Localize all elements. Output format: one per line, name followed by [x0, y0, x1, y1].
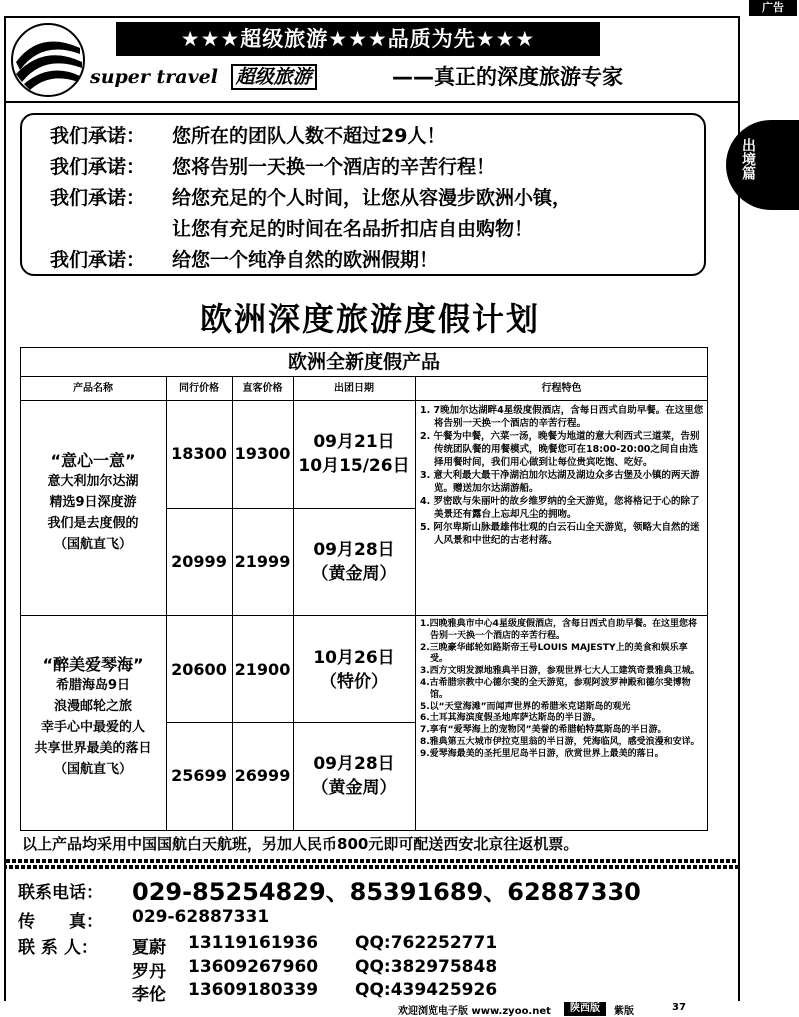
- contact-qq: QQ:382975848: [355, 957, 498, 977]
- promise-text: 让您有充足的时间在名品折扣店自由购物！: [172, 218, 534, 240]
- product-title: “意心一意”: [50, 451, 136, 470]
- product-line: 意大利加尔达湖: [47, 474, 139, 489]
- footer-edition-badge: 陕西版: [564, 1002, 606, 1016]
- contact-mobile: 13609180339: [188, 980, 319, 1000]
- feature-item: 2.三晚豪华邮轮如路斯帝王号LOUIS MAJESTY上的美食和娱乐享受。: [420, 642, 688, 665]
- main-title: 欧洲深度旅游度假计划: [199, 300, 540, 338]
- date-line: 10月26日: [313, 648, 395, 668]
- product-line: 希腊海岛9日: [55, 678, 131, 693]
- feature-item: 3. 意大利最大最干净湖泊加尔达湖及湖边众多古堡及小镇的两天游览。赠送加尔达湖游船。: [420, 470, 700, 494]
- product-line: 精选9日深度游: [49, 495, 137, 510]
- promise-line: [50, 183, 571, 210]
- ad-tag: 广告: [749, 0, 797, 16]
- feature-item: 9.爱琴海最美的圣托里尼岛半日游，欣赏世界上最美的落日。: [420, 748, 664, 759]
- departure-date: [293, 538, 415, 586]
- feature-item: 4.古希腊宗教中心德尔斐的全天游览，参观阿波罗神殿和德尔斐博物馆。: [420, 677, 691, 700]
- footer-welcome[interactable]: 欢迎浏览电子版 www.zyoo.net: [398, 1006, 551, 1017]
- peer-price: 25699: [171, 766, 227, 785]
- date-line: 09月28日: [313, 754, 395, 774]
- person-label: 联 系 人：: [18, 938, 98, 958]
- promise-text: 给您一个纯净自然的欧洲假期！: [172, 249, 439, 271]
- col-header-product: 产品名称: [73, 383, 113, 394]
- promise-box: [20, 113, 706, 276]
- direct-price: 19300: [234, 444, 291, 463]
- contact-name: 李伦: [132, 985, 166, 1005]
- col-header-direct-price: 直客价格: [242, 383, 283, 394]
- fax-label: 传 真：: [18, 912, 103, 932]
- date-line: （黄金周）: [311, 564, 397, 584]
- feature-item: 4. 罗密欧与朱丽叶的故乡维罗纳的全天游览，您将格记于心的除了美景还有露台上忘却凡尘的拥吻。: [420, 496, 700, 520]
- dotted-divider: [4, 858, 740, 870]
- header-tagline: ——真正的深度旅游专家: [392, 65, 623, 89]
- direct-price: 21999: [234, 552, 291, 571]
- promise-key: 我们承诺：: [50, 187, 146, 209]
- product-line: 共享世界最美的落日: [34, 741, 152, 756]
- product-line: 幸手心中最爱的人: [40, 720, 145, 735]
- footer-edition: 紫版: [614, 1006, 634, 1017]
- phone-value: 029-85254829、85391689、62887330: [132, 878, 641, 906]
- direct-price: 26999: [234, 766, 291, 785]
- table-row-divider: [166, 722, 415, 723]
- date-line: 09月28日: [313, 540, 395, 560]
- header-banner: ★★★超级旅游★★★品质为先★★★: [116, 22, 600, 56]
- header-divider: [4, 101, 740, 103]
- page-number: 37: [672, 1002, 686, 1013]
- product-title: “醉美爱琴海”: [42, 655, 144, 674]
- peer-price: 20999: [171, 552, 227, 571]
- table-header-rule: [20, 400, 708, 401]
- product-line: 我们是去度假的: [47, 516, 139, 531]
- contact-name: 罗丹: [132, 962, 166, 982]
- feature-item: 1.四晚雅典市中心4星级度假酒店，含每日西式自助早餐。在这里您将告别一天换一个酒店的辛苦行程。: [420, 619, 697, 641]
- col-header-date: 出团日期: [334, 383, 374, 394]
- promise-line: [50, 152, 495, 179]
- table-row-divider: [166, 508, 415, 509]
- promise-text: 您将告别一天换一个酒店的辛苦行程！: [172, 156, 496, 178]
- col-header-features: 行程特色: [541, 383, 582, 394]
- table-column-divider: [415, 377, 416, 831]
- feature-item: 1. 7晚加尔达湖畔4星级度假酒店，含每日西式自助早餐。在这里您将告别一天换一个酒店的辛苦行程。: [420, 405, 704, 429]
- date-line: 09月21日: [313, 432, 395, 452]
- col-header-peer-price: 同行价格: [179, 383, 219, 394]
- promise-line: [50, 121, 445, 148]
- promise-text: 给您充足的个人时间，让您从容漫步欧洲小镇，: [172, 187, 572, 209]
- table-title: 欧洲全新度假产品: [20, 347, 708, 377]
- departure-date: [293, 646, 415, 694]
- fax-value: 029-62887331: [132, 907, 270, 927]
- departure-date: [293, 430, 415, 478]
- side-tab-label: 出境篇: [740, 138, 756, 180]
- features-list: [420, 619, 704, 761]
- table-product-divider: [20, 615, 708, 616]
- date-line: （黄金周）: [311, 778, 397, 798]
- promise-key: 我们承诺：: [50, 125, 146, 147]
- product-line: （国航直飞）: [53, 762, 132, 777]
- contact-mobile: 13609267960: [188, 957, 319, 977]
- product-name: [22, 450, 164, 555]
- promise-key: 我们承诺：: [50, 249, 146, 271]
- date-line: 10月15/26日: [298, 456, 410, 476]
- feature-item: 6.土耳其海滨度假圣地库萨达斯岛的半日游。: [420, 713, 601, 724]
- product-name: [22, 654, 164, 780]
- brand-logo-icon: [10, 22, 86, 98]
- feature-item: 5.以“天堂海滩”而闻声世界的希腊米克诺斯岛的观光: [420, 701, 631, 712]
- direct-price: 21900: [234, 660, 291, 679]
- feature-item: 8.雅典第五大城市伊拉克里翁的半日游，凭海临风，感受浪漫和安详。: [420, 736, 700, 747]
- feature-item: 5. 阿尔卑斯山脉最雄伟壮观的白云石山全天游览，领略大自然的迷人风景和中世纪的古老村落。: [420, 522, 700, 546]
- contact-qq: QQ:762252771: [355, 933, 498, 953]
- phone-label: 联系电话：: [18, 883, 103, 903]
- date-line: （特价）: [320, 672, 388, 692]
- contact-qq: QQ:439425926: [355, 980, 498, 1000]
- promise-key: 我们承诺：: [50, 156, 146, 178]
- product-line: （国航直飞）: [53, 537, 132, 552]
- promise-line: [50, 245, 438, 272]
- feature-item: 2. 午餐为中餐，六菜一汤，晚餐为地道的意大利西式三道菜，告别传统团队餐的用餐模式，晚餐您可在18:00-20:00之间自由选择用餐时间，我们用心做到让每位贵宾吃饱、吃好。: [420, 431, 700, 468]
- features-list: [420, 404, 704, 547]
- top-rule: [4, 16, 740, 18]
- airfare-note: 以上产品均采用中国国航白天航班，另加人民币800元即可配送西安北京往返机票。: [22, 835, 579, 853]
- promise-line: [50, 214, 533, 241]
- promise-text: 您所在的团队人数不超过29人！: [172, 125, 446, 147]
- brand-name: [90, 62, 350, 90]
- brand-cn: 超级旅游: [231, 64, 317, 90]
- feature-item: 7.享有“爱琴海上的宠物冈”美誉的希腊帕特莫斯岛的半日游。: [420, 725, 667, 736]
- brand-en: super travel: [90, 66, 218, 88]
- product-line: 浪漫邮轮之旅: [53, 699, 132, 714]
- contact-name: 夏蔚: [132, 938, 166, 958]
- peer-price: 20600: [171, 660, 227, 679]
- feature-item: 3.西方文明发源地雅典半日游，参观世界七大人工建筑奇景雅典卫城。: [420, 666, 700, 677]
- departure-date: [293, 752, 415, 800]
- peer-price: 18300: [171, 444, 227, 463]
- contact-mobile: 13119161936: [188, 933, 319, 953]
